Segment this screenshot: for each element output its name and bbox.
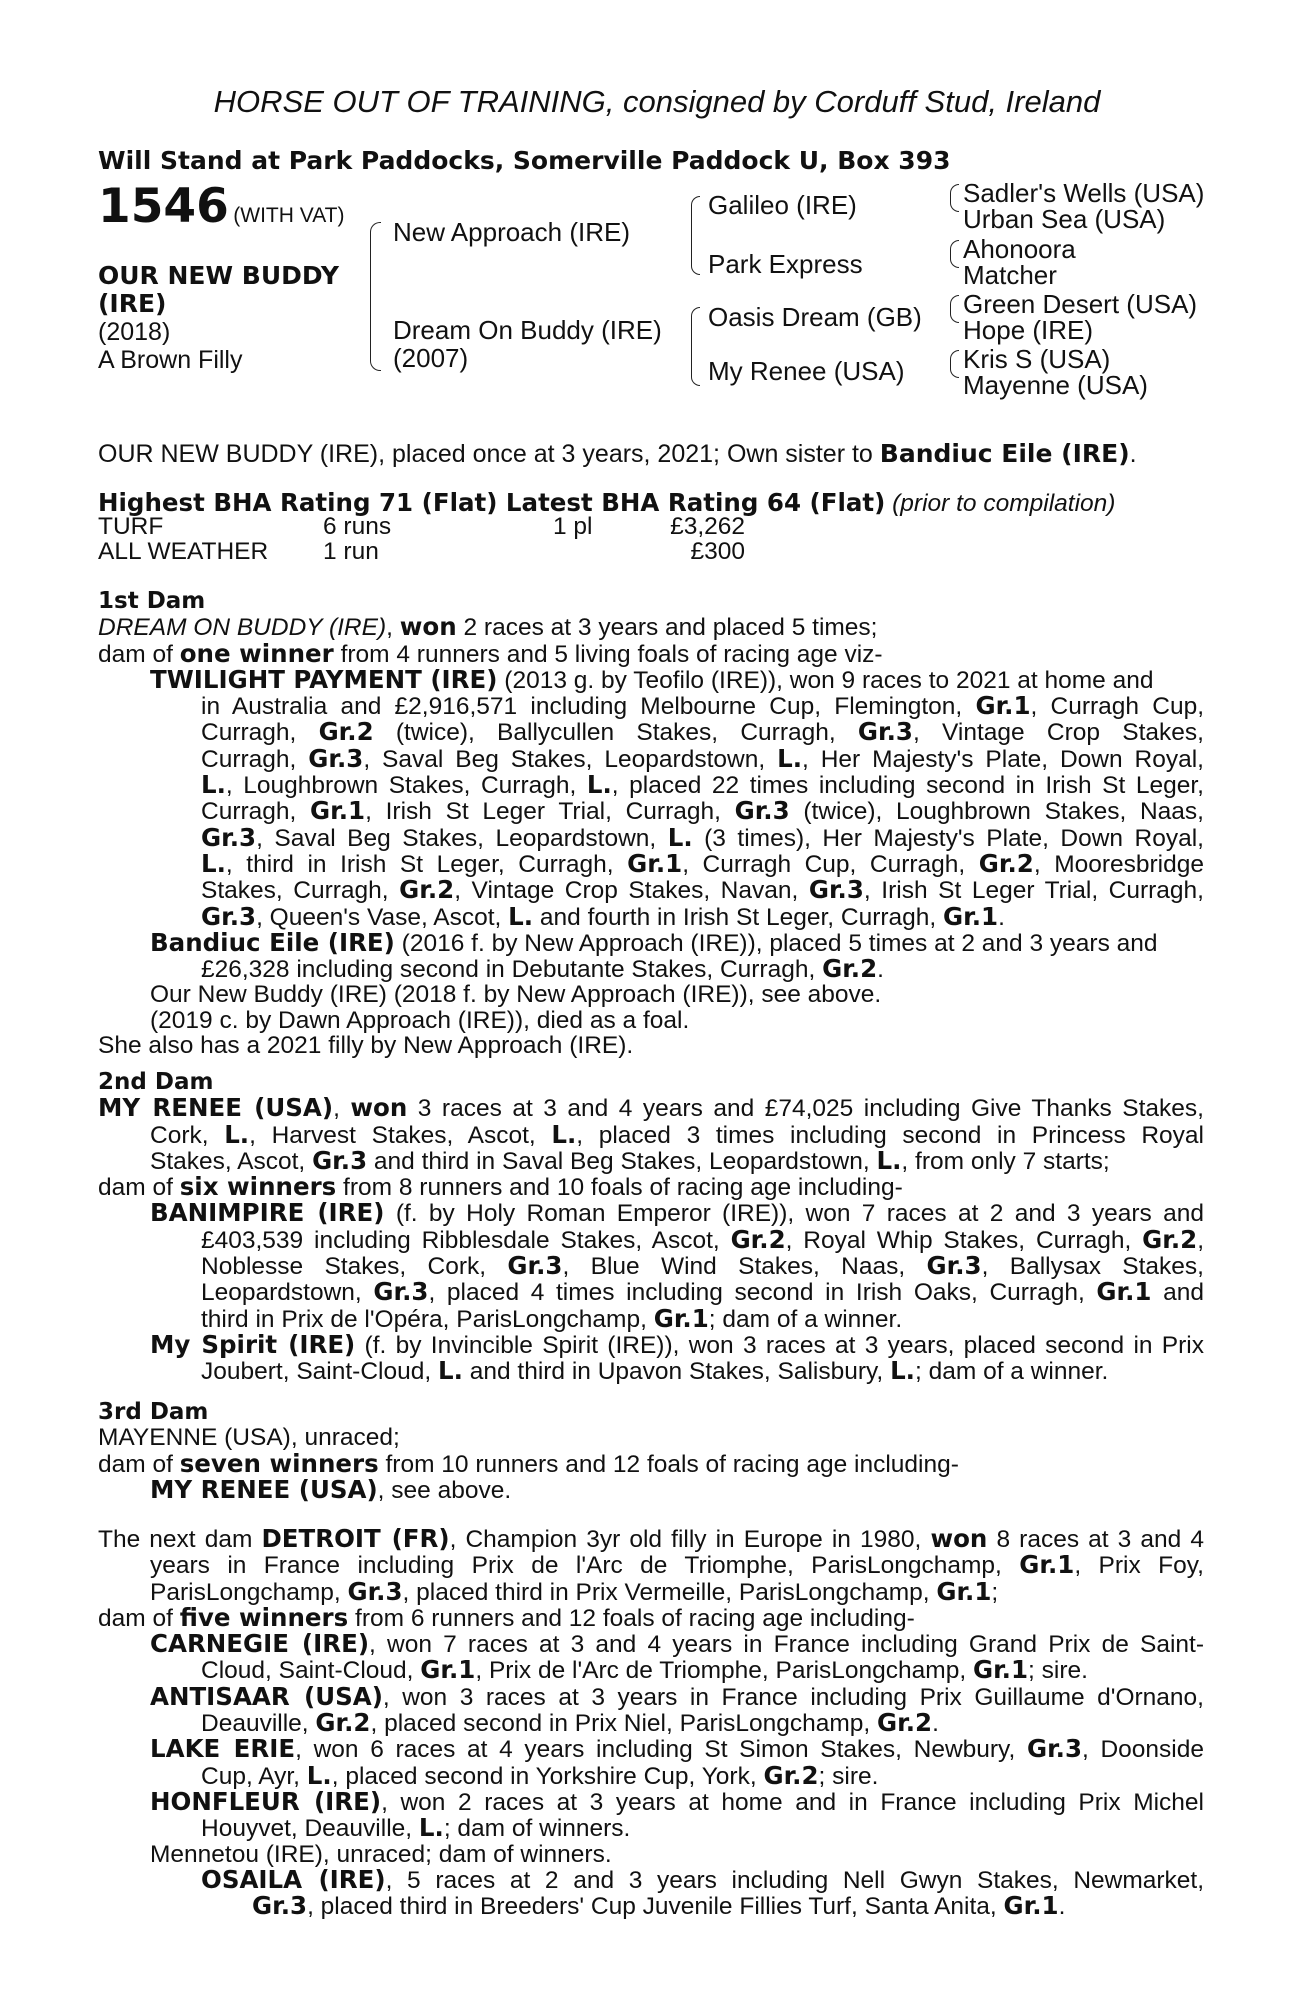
text: , Irish St Leger Trial, Curragh, <box>365 798 735 826</box>
text: . <box>877 956 884 984</box>
grade: Gr.3 <box>734 796 790 826</box>
text: 3 races at 3 and 4 years and £74,025 including Give Thanks Stakes, <box>407 1095 1204 1123</box>
text: , Prix de l'Arc de Triomphe, ParisLongchamp, <box>475 1657 973 1685</box>
text: and third in Upavon Stakes, Salisbury, <box>462 1358 891 1386</box>
text: , Her Majesty's Plate, Down Royal, <box>802 745 1204 773</box>
pedigree-brace <box>950 363 959 378</box>
grade: L. <box>306 1760 332 1790</box>
grade: Gr.2 <box>822 954 878 984</box>
text: and fourth in Irish St Leger, Curragh, <box>533 903 943 931</box>
text: , won 3 races at 3 years in France including Prix Guillaume d'Ornano, <box>382 1683 1204 1711</box>
pedigree-brace <box>950 308 959 323</box>
text: third in Prix de l'Opéra, ParisLongchamp, <box>201 1305 654 1333</box>
text: , Mooresbridge <box>1033 850 1204 878</box>
lot-vat-label: (WITH VAT) <box>233 204 345 227</box>
lot-number: 1546 <box>98 179 229 234</box>
text: ; <box>991 1578 999 1606</box>
text: , third in Irish St Leger, Curragh, <box>225 850 628 878</box>
text: Noblesse Stakes, Cork, <box>201 1253 508 1281</box>
grade: Gr.3 <box>373 1277 429 1307</box>
pedigree-brace <box>950 184 959 198</box>
won-label: won <box>350 1093 408 1123</box>
text: , placed third in Breeders' Cup Juvenile Fillies Turf, Santa Anita, <box>307 1893 1004 1921</box>
record-prize: £300 <box>690 538 745 566</box>
record-runs: 1 run <box>323 538 379 566</box>
grade: Gr.3 <box>201 822 257 852</box>
text: , <box>1197 1226 1204 1254</box>
grade: Gr.3 <box>808 875 864 905</box>
text: (2016 f. by New Approach (IRE)), placed 5 times at 2 and 3 years and <box>394 929 1158 957</box>
text: years in France including Prix de l'Arc de Triomphe, ParisLongchamp, <box>150 1552 1020 1580</box>
text: (f. by Holy Roman Emperor (IRE)), won 7 races at 2 and 3 years and <box>384 1200 1205 1228</box>
pedigree-brace <box>691 307 700 344</box>
pedigree-brace <box>950 253 959 268</box>
grade: Gr.2 <box>318 717 374 747</box>
text: ; sire. <box>1028 1657 1088 1685</box>
text: (twice), Ballycullen Stakes, Curragh, <box>373 719 858 747</box>
text: , Harvest Stakes, Ascot, <box>249 1121 552 1149</box>
section-heading: 3rd Dam <box>98 1399 209 1425</box>
text: ; dam of winners. <box>443 1815 631 1843</box>
grade: Gr.3 <box>201 901 257 931</box>
grade: L. <box>201 770 226 800</box>
produce-note: She also has a 2021 filly by New Approach (IRE). <box>98 1032 634 1060</box>
ratings-line <box>98 490 1204 516</box>
horse-name: OUR NEW BUDDY <box>98 261 339 290</box>
pedigree-ancestor: Matcher <box>963 260 1057 290</box>
third-dam-section <box>98 1400 1204 1503</box>
pedigree-brace <box>691 343 700 386</box>
pedigree-brace <box>691 232 700 275</box>
grade: Gr.3 <box>312 1145 368 1175</box>
text: , Champion 3yr old filly in Europe in 1980, <box>449 1526 931 1553</box>
lot-block <box>98 179 345 234</box>
text: £403,539 including Ribblesdale Stakes, Ascot, <box>201 1226 731 1254</box>
summary-end: . <box>1129 440 1137 468</box>
text: , Irish St Leger Trial, Curragh, <box>863 877 1204 905</box>
horse-country: (IRE) <box>98 289 167 318</box>
text: ; sire. <box>818 1762 879 1790</box>
record-row-aw <box>98 539 745 564</box>
pedigree-ancestor: Ahonoora <box>963 234 1076 264</box>
dam-name: DREAM ON BUDDY (IRE) <box>98 614 387 642</box>
page-header-title: HORSE OUT OF TRAINING, consigned by Corduff Stud, Ireland <box>213 84 1101 119</box>
grade: Gr.1 <box>420 1655 476 1685</box>
pedigree-ancestor: Hope (IRE) <box>963 315 1094 345</box>
pedigree-ancestor: Sadler's Wells (USA) <box>963 178 1205 208</box>
produce-name: MY RENEE (USA) <box>150 1474 378 1504</box>
text: , Curragh Cup, <box>1030 693 1205 721</box>
record-prize: £3,262 <box>670 513 745 540</box>
pedigree-dam-dam: My Renee (USA) <box>708 356 905 386</box>
summary-sibling: Bandiuc Eile (IRE) <box>879 439 1130 468</box>
text: ; dam of a winner. <box>708 1305 903 1333</box>
grade: Gr.3 <box>926 1251 982 1281</box>
pedigree-sire: New Approach (IRE) <box>393 217 630 247</box>
text: , Ballysax Stakes, <box>981 1253 1204 1281</box>
grade: Gr.1 <box>310 796 366 826</box>
record-row-turf <box>98 514 745 539</box>
grade: L. <box>418 1813 444 1843</box>
record-placed <box>553 539 645 564</box>
dam-name: MY RENEE (USA) <box>98 1093 334 1123</box>
produce-line: (2019 c. by Dawn Approach (IRE)), died as a foal. <box>150 1006 690 1034</box>
text: in Australia and £2,916,571 including Melbourne Cup, Flemington, <box>201 693 976 721</box>
text: , Queen's Vase, Ascot, <box>256 903 509 931</box>
grade: L. <box>437 1356 463 1386</box>
bha-ratings: Highest BHA Rating 71 (Flat) Latest BHA Rating 64 (Flat) <box>98 488 886 517</box>
text: , Saval Beg Stakes, Leopardstown, <box>256 824 668 852</box>
grade: L. <box>890 1356 915 1386</box>
horse-identity <box>98 262 339 374</box>
second-dam-section <box>98 1070 1204 1385</box>
text: 2 races at 3 years and placed 5 times; <box>456 614 878 642</box>
text: , Vintage Crop Stakes, Navan, <box>454 877 809 905</box>
pedigree-ancestor: Green Desert (USA) <box>963 289 1198 319</box>
text: Stakes, Curragh, <box>201 877 400 905</box>
pedigree-brace <box>370 300 381 371</box>
produce-name: ANTISAAR (USA) <box>150 1681 383 1711</box>
grade: Gr.3 <box>1026 1734 1083 1764</box>
text: , placed third in Prix Vermeille, ParisLongchamp, <box>402 1578 937 1606</box>
grade: L. <box>508 901 534 931</box>
pedigree-brace <box>950 350 959 364</box>
text: The next dam <box>98 1526 262 1553</box>
produce-name: Bandiuc Eile (IRE) <box>150 927 395 957</box>
text: , won 2 races at 3 years at home and in France including Prix Michel <box>381 1788 1204 1816</box>
text: 8 races at 3 and 4 <box>987 1526 1204 1553</box>
pedigree-brace <box>950 295 959 309</box>
record-placed: 1 pl <box>553 513 593 540</box>
text: , Blue Wind Stakes, Naas, <box>562 1253 927 1281</box>
produce-name: OSAILA (IRE) <box>201 1864 386 1894</box>
pedigree-dam-year: (2007) <box>393 343 469 373</box>
text: Stakes, Ascot, <box>150 1147 313 1175</box>
text: dam of <box>98 1604 180 1632</box>
produce-name: LAKE ERIE <box>150 1734 296 1764</box>
produce-name: BANIMPIRE (IRE) <box>150 1198 385 1228</box>
text: , <box>386 614 400 642</box>
grade: Gr.1 <box>975 691 1031 721</box>
grade: Gr.3 <box>252 1891 308 1921</box>
horse-description: A Brown Filly <box>98 346 243 374</box>
pedigree-sire-sire: Galileo (IRE) <box>708 190 857 220</box>
text: dam of <box>98 1450 180 1478</box>
text: , Loughbrown Stakes, Curragh, <box>225 772 587 800</box>
text: , Curragh Cup, Curragh, <box>682 850 979 878</box>
ratings-note: (prior to compilation) <box>892 490 1116 517</box>
grade: L. <box>667 822 693 852</box>
pedigree-ancestor: Kris S (USA) <box>963 344 1111 374</box>
grade: L. <box>876 1145 902 1175</box>
grade: Gr.1 <box>1003 1891 1059 1921</box>
text: ; dam of a winner. <box>914 1358 1109 1386</box>
text: , placed second in Yorkshire Cup, York, <box>331 1762 764 1790</box>
grade: L. <box>201 848 226 878</box>
produce-line: Our New Buddy (IRE) (2018 f. by New Approach (IRE)), see above. <box>150 981 882 1009</box>
pedigree-brace <box>950 197 959 212</box>
text: , Vintage Crop Stakes, <box>912 719 1204 747</box>
grade: Gr.1 <box>972 1655 1029 1685</box>
pedigree-sire-dam: Park Express <box>708 249 863 279</box>
won-label: won <box>930 1524 988 1553</box>
record-label: ALL WEATHER <box>98 538 269 566</box>
produce-name: HONFLEUR (IRE) <box>150 1786 382 1816</box>
text: from 10 runners and 12 foals of racing age including- <box>378 1450 959 1478</box>
text: dam of <box>98 640 180 668</box>
text: Curragh, <box>201 745 309 773</box>
text: Curragh, <box>201 719 319 747</box>
pedigree-brace <box>691 196 700 233</box>
location-line: Will Stand at Park Paddocks, Somerville Paddock U, Box 393 <box>98 146 951 175</box>
text: . <box>932 1710 939 1738</box>
winner-count: five winners <box>179 1602 349 1632</box>
text: from 8 runners and 10 foals of racing age including- <box>336 1174 903 1202</box>
text: , <box>333 1095 351 1123</box>
pedigree-ancestor: Urban Sea (USA) <box>963 204 1166 234</box>
text: Cup, Ayr, <box>201 1762 307 1790</box>
grade: Gr.1 <box>936 1576 992 1606</box>
horse-year: (2018) <box>98 318 171 346</box>
text: (f. by Invincible Spirit (IRE)), won 3 races at 3 years, placed second in Prix <box>355 1331 1204 1359</box>
grade: Gr.2 <box>730 1224 786 1254</box>
grade: Gr.2 <box>315 1708 371 1738</box>
text: Houyvet, Deauville, <box>201 1815 419 1843</box>
text: Leopardstown, <box>201 1279 374 1307</box>
winner-count: one winner <box>179 638 334 668</box>
won-label: won <box>399 612 457 642</box>
text: , won 6 races at 4 years including St Simon Stakes, Newbury, <box>295 1736 1027 1764</box>
text: Joubert, Saint-Cloud, <box>201 1358 438 1386</box>
produce-line: Mennetou (IRE), unraced; dam of winners. <box>150 1840 612 1868</box>
race-record-table <box>98 514 745 565</box>
text: Curragh, <box>201 798 311 826</box>
text: ParisLongchamp, <box>150 1578 348 1606</box>
pedigree-dam: Dream On Buddy (IRE) <box>393 315 662 345</box>
pedigree-brace <box>950 240 959 254</box>
produce-name: My Spirit (IRE) <box>150 1329 356 1359</box>
summary-line <box>98 440 1204 468</box>
text: Deauville, <box>201 1710 316 1738</box>
grade: Gr.3 <box>507 1251 563 1281</box>
grade: Gr.2 <box>1142 1224 1198 1254</box>
text: , from only 7 starts; <box>901 1147 1110 1175</box>
next-dam-section <box>98 1526 1204 1919</box>
text: , 5 races at 2 and 3 years including Nell Gwyn Stakes, Newmarket, <box>385 1866 1205 1894</box>
grade: Gr.1 <box>627 848 683 878</box>
pedigree-brace <box>370 222 381 301</box>
grade: Gr.1 <box>943 901 999 931</box>
grade: Gr.2 <box>399 875 455 905</box>
text: dam of <box>98 1174 180 1202</box>
pedigree-dam-sire: Oasis Dream (GB) <box>708 302 922 332</box>
text: (3 times), Her Majesty's Plate, Down Royal, <box>692 824 1204 852</box>
winner-count: seven winners <box>179 1448 379 1478</box>
text: , placed 4 times including second in Irish Oaks, Curragh, <box>428 1279 1097 1307</box>
grade: L. <box>224 1119 250 1149</box>
text: Cloud, Saint-Cloud, <box>201 1657 421 1685</box>
first-dam-section <box>98 589 1204 1058</box>
grade: Gr.2 <box>877 1708 933 1738</box>
text: Cork, <box>150 1121 225 1149</box>
record-label: TURF <box>98 513 164 540</box>
text: , placed second in Prix Niel, ParisLongchamp, <box>370 1710 878 1738</box>
winner-count: six winners <box>179 1172 337 1202</box>
pedigree-ancestor: Mayenne (USA) <box>963 370 1148 400</box>
grade: L. <box>586 770 612 800</box>
text: , see above. <box>377 1476 512 1504</box>
record-runs: 6 runs <box>323 513 392 540</box>
text: (2013 g. by Teofilo (IRE)), won 9 races to 2021 at home and <box>497 666 1154 694</box>
text: (twice), Loughbrown Stakes, Naas, <box>789 798 1204 826</box>
text: , placed 3 times including second in Princess Royal <box>576 1121 1204 1149</box>
dam-name: MAYENNE (USA), unraced; <box>98 1424 400 1452</box>
section-heading: 2nd Dam <box>98 1069 214 1095</box>
text: , Prix Foy, <box>1074 1552 1204 1580</box>
text: , placed 22 times including second in Irish St Leger, <box>611 772 1204 800</box>
grade: Gr.3 <box>857 717 913 747</box>
section-heading: 1st Dam <box>98 588 206 614</box>
text: , Royal Whip Stakes, Curragh, <box>785 1226 1143 1254</box>
grade: Gr.2 <box>978 848 1034 878</box>
grade: Gr.3 <box>347 1576 403 1606</box>
produce-name: TWILIGHT PAYMENT (IRE) <box>150 664 498 694</box>
grade: Gr.1 <box>1096 1277 1152 1307</box>
grade: L. <box>551 1119 577 1149</box>
grade: L. <box>777 743 802 773</box>
text: from 6 runners and 12 foals of racing age including- <box>348 1604 915 1632</box>
text: . <box>998 903 1005 931</box>
text: and <box>1151 1279 1205 1307</box>
text: £26,328 including second in Debutante Stakes, Curragh, <box>201 956 823 984</box>
grade: Gr.1 <box>1019 1550 1075 1580</box>
text: , Saval Beg Stakes, Leopardstown, <box>363 745 778 773</box>
produce-name: CARNEGIE (IRE) <box>150 1629 370 1659</box>
text: from 4 runners and 5 living foals of racing age viz- <box>333 640 883 668</box>
text: . <box>1058 1893 1066 1921</box>
text: , won 7 races at 3 and 4 years in France including Grand Prix de Saint- <box>369 1631 1204 1659</box>
grade: Gr.1 <box>653 1303 709 1333</box>
grade: Gr.2 <box>763 1760 819 1790</box>
text: , Doonside <box>1082 1736 1204 1764</box>
dam-name: DETROIT (FR) <box>261 1524 450 1553</box>
summary-text: OUR NEW BUDDY (IRE), placed once at 3 years, 2021; Own sister to <box>98 440 880 468</box>
grade: Gr.3 <box>308 743 364 773</box>
text: and third in Saval Beg Stakes, Leopardstown, <box>367 1147 877 1175</box>
